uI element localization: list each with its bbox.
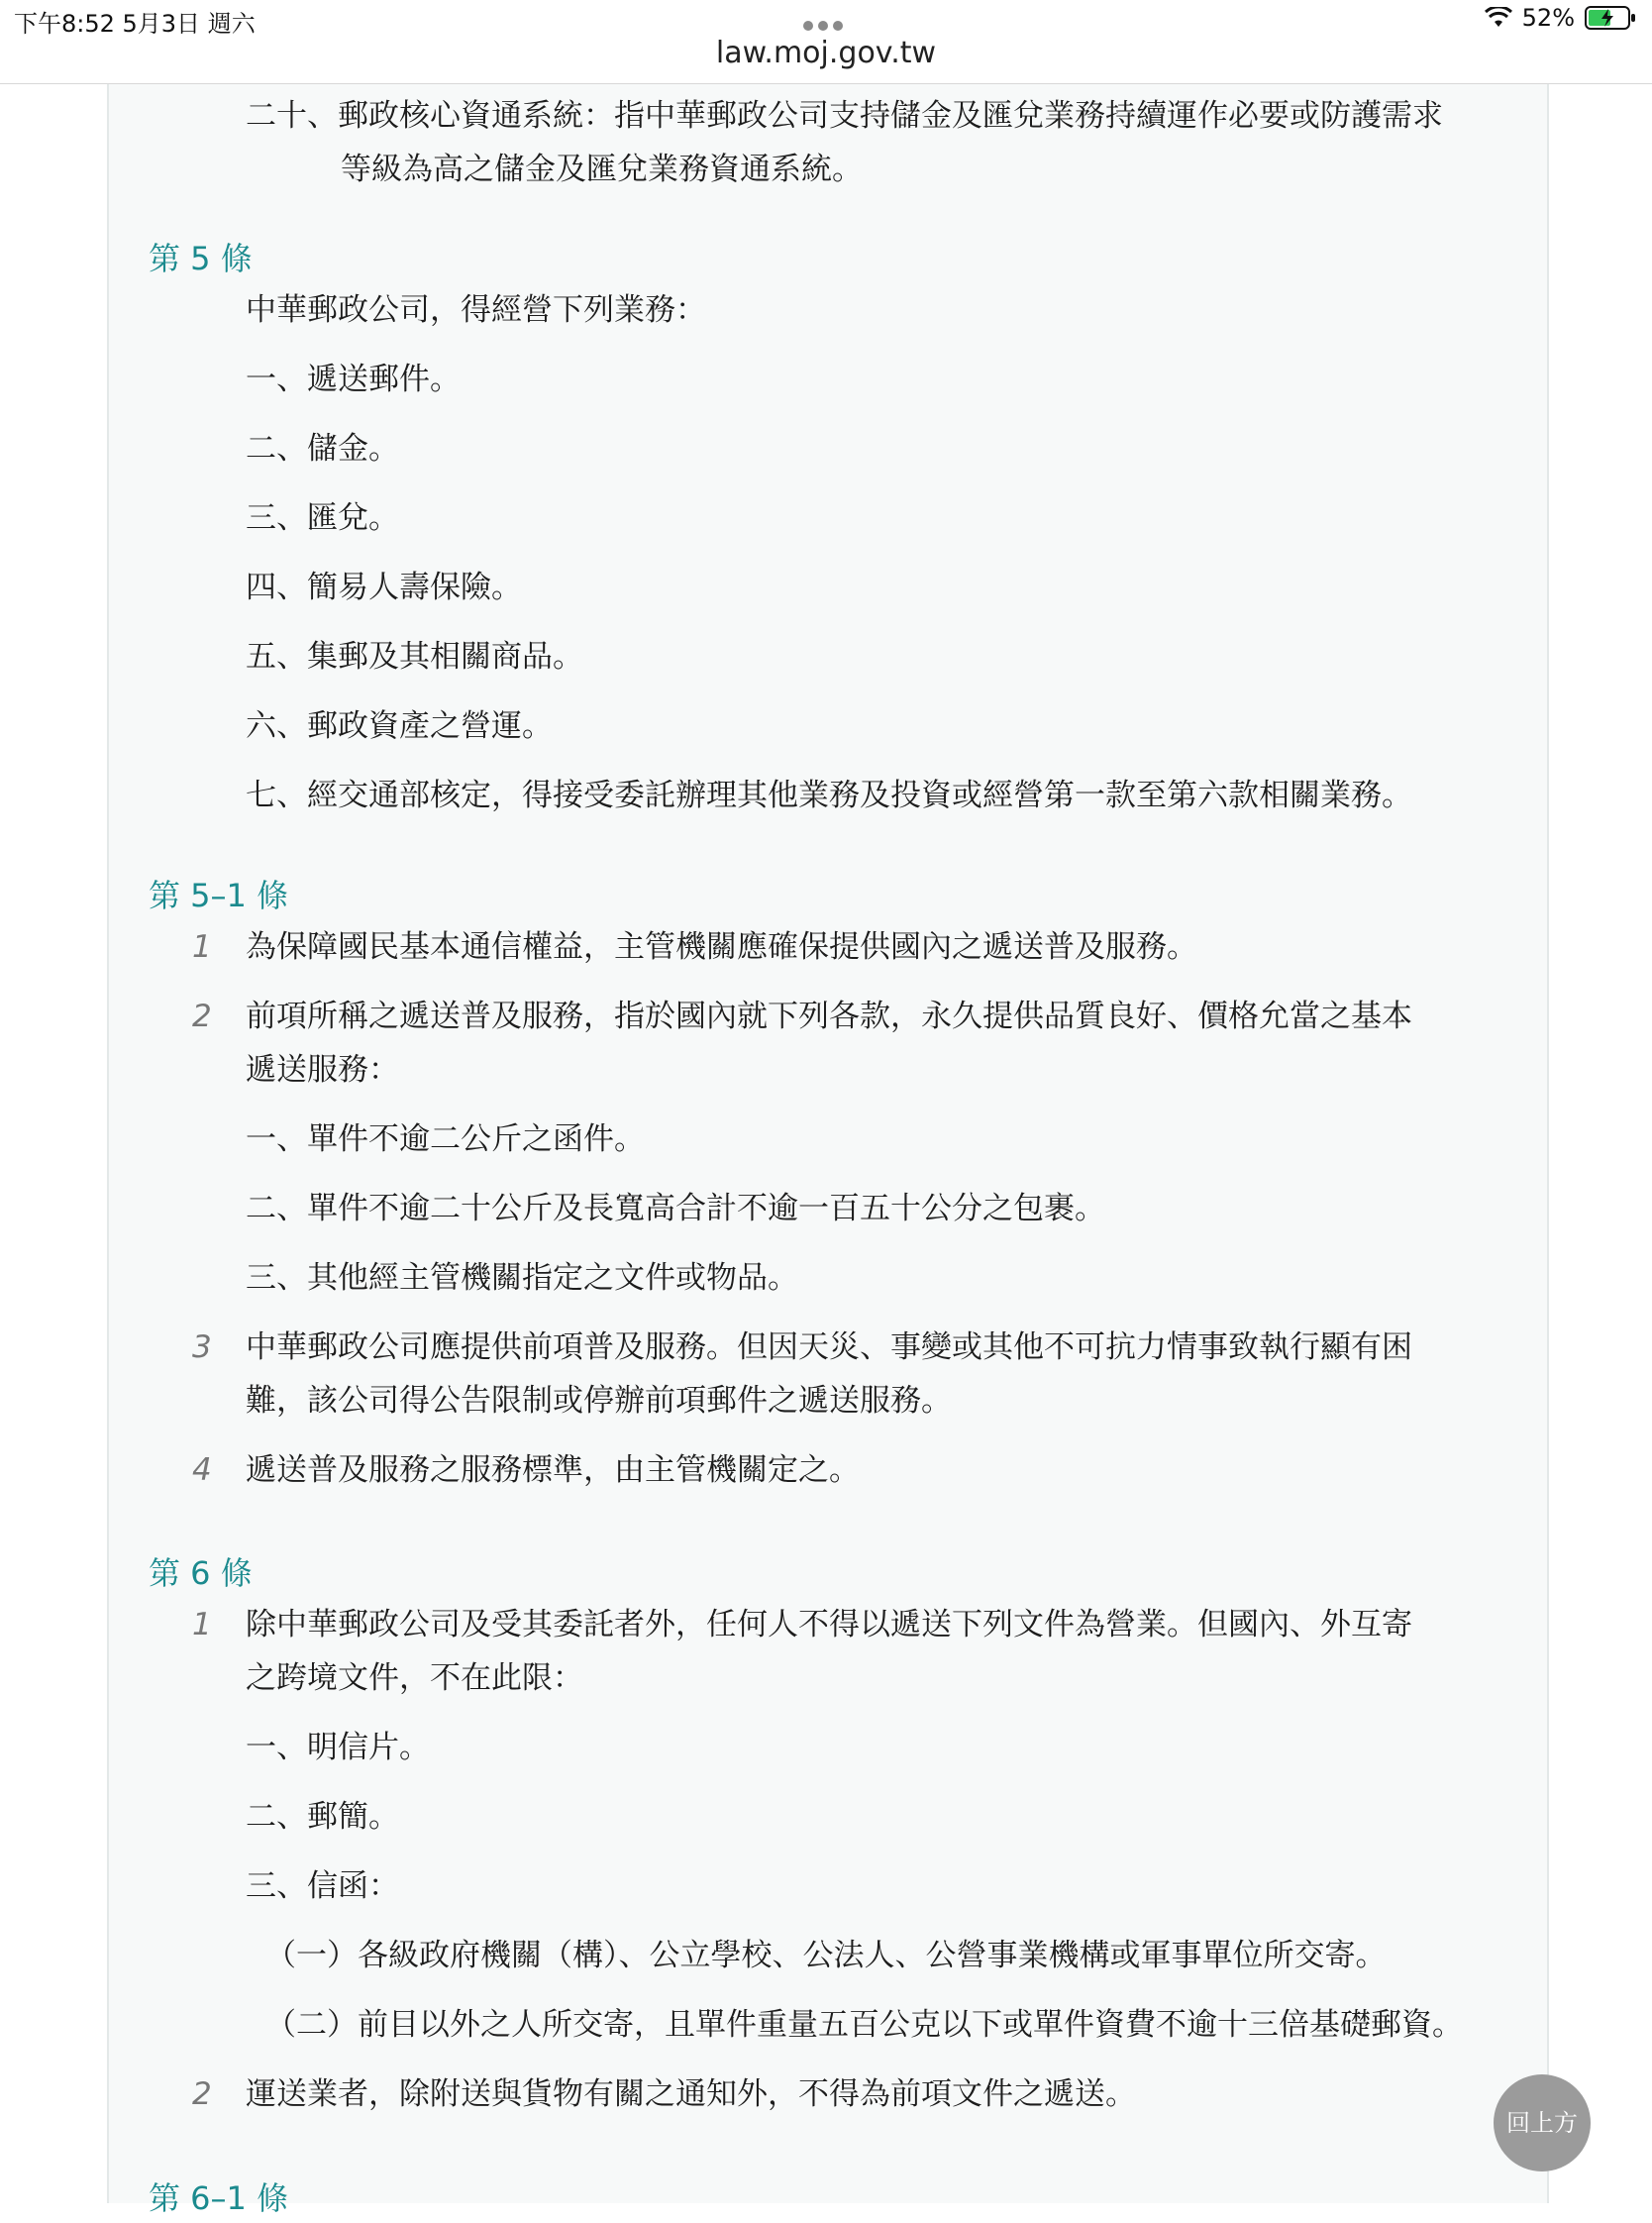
paragraph-number: 2 (192, 999, 212, 1034)
law-content (107, 83, 1549, 2217)
previous-item-fragment (246, 89, 1573, 196)
browser-top-bar (0, 0, 1652, 84)
battery-charging-icon (1585, 5, 1636, 31)
article-subitem: （一）各級政府機關（構）、公立學校、公法人、公營事業機構或軍事單位所交寄。 (265, 1938, 1387, 1973)
paragraph-number: 4 (192, 1452, 212, 1488)
paragraph-number: 1 (192, 929, 212, 965)
article-row: 五、集郵及其相關商品。 (246, 639, 583, 675)
article-6-1 (149, 2173, 1535, 2223)
more-dots-icon[interactable] (803, 16, 849, 28)
paragraph-text: 為保障國民基本通信權益，主管機關應確保提供國內之遞送普及服務。 (246, 929, 1197, 965)
article-row: 三、信函： (246, 1868, 399, 1904)
article-title[interactable]: 第 5 條 (149, 240, 253, 277)
paragraph-text: 遞送普及服務之服務標準，由主管機關定之。 (246, 1452, 860, 1488)
article-row: 中華郵政公司，得經營下列業務： (246, 292, 706, 328)
article-row: 七、經交通部核定，得接受委託辦理其他業務及投資或經營第一款至第六款相關業務。 (246, 778, 1412, 813)
paragraph-number: 1 (192, 1607, 212, 1642)
article-paragraph (149, 920, 1535, 974)
article-row: 二、儲金。 (246, 431, 399, 467)
article-6 (149, 1548, 1535, 2137)
article-row: 三、其他經主管機關指定之文件或物品。 (246, 1260, 798, 1296)
article-paragraph (149, 990, 1434, 1097)
article-row: 二、單件不逾二十公斤及長寬高合計不逾一百五十公分之包裹。 (246, 1191, 1105, 1226)
article-row: 一、明信片。 (246, 1730, 430, 1765)
status-right (1485, 4, 1636, 32)
fragment-line-continued: 等級為高之儲金及匯兌業務資通系統。 (341, 152, 863, 187)
article-5-1 (149, 871, 1535, 1513)
article-paragraph (149, 1321, 1434, 1428)
article-row: 三、匯兌。 (246, 500, 399, 536)
article-title[interactable]: 第 5–1 條 (149, 877, 289, 914)
article-row: 二、郵簡。 (246, 1799, 399, 1835)
article-paragraph (149, 2067, 1535, 2121)
paragraph-number: 3 (192, 1329, 212, 1365)
wifi-icon (1485, 7, 1512, 29)
paragraph-text: 前項所稱之遞送普及服務，指於國內就下列各款，永久提供品質良好、價格允當之基本遞送服務： (246, 999, 1412, 1088)
back-to-top-button[interactable]: 回上方 (1494, 2074, 1591, 2171)
paragraph-text: 運送業者，除附送與貨物有關之通知外，不得為前項文件之遞送。 (246, 2076, 1136, 2112)
article-5 (149, 234, 1535, 838)
article-title[interactable]: 第 6–1 條 (149, 2179, 289, 2217)
paragraph-text: 除中華郵政公司及受其委託者外，任何人不得以遞送下列文件為營業。但國內、外互寄之跨境文件，不在此限： (246, 1607, 1412, 1696)
article-row: 六、郵政資產之營運。 (246, 708, 553, 744)
fragment-line: 二十、郵政核心資通系統：指中華郵政公司支持儲金及匯兌業務持續運作必要或防護需求 (246, 98, 1443, 134)
article-row: 一、遞送郵件。 (246, 362, 461, 397)
article-subitem: （二）前目以外之人所交寄，且單件重量五百公克以下或單件資費不逾十三倍基礎郵資。 (265, 2007, 1463, 2043)
article-paragraph (149, 1443, 1535, 1497)
paragraph-text: 中華郵政公司應提供前項普及服務。但因天災、事變或其他不可抗力情事致執行顯有困難，該公司得公告限制或停辦前項郵件之遞送服務。 (246, 1329, 1412, 1419)
article-row: 一、單件不逾二公斤之函件。 (246, 1121, 645, 1157)
status-time: 下午8:52 5月3日 週六 (14, 10, 256, 38)
article-paragraph (149, 1598, 1434, 1705)
url-bar[interactable]: law.moj.gov.tw (715, 36, 937, 70)
article-row: 四、簡易人壽保險。 (246, 570, 522, 605)
battery-percent: 52% (1521, 4, 1575, 32)
article-title[interactable]: 第 6 條 (149, 1554, 253, 1592)
paragraph-number: 2 (192, 2076, 212, 2112)
